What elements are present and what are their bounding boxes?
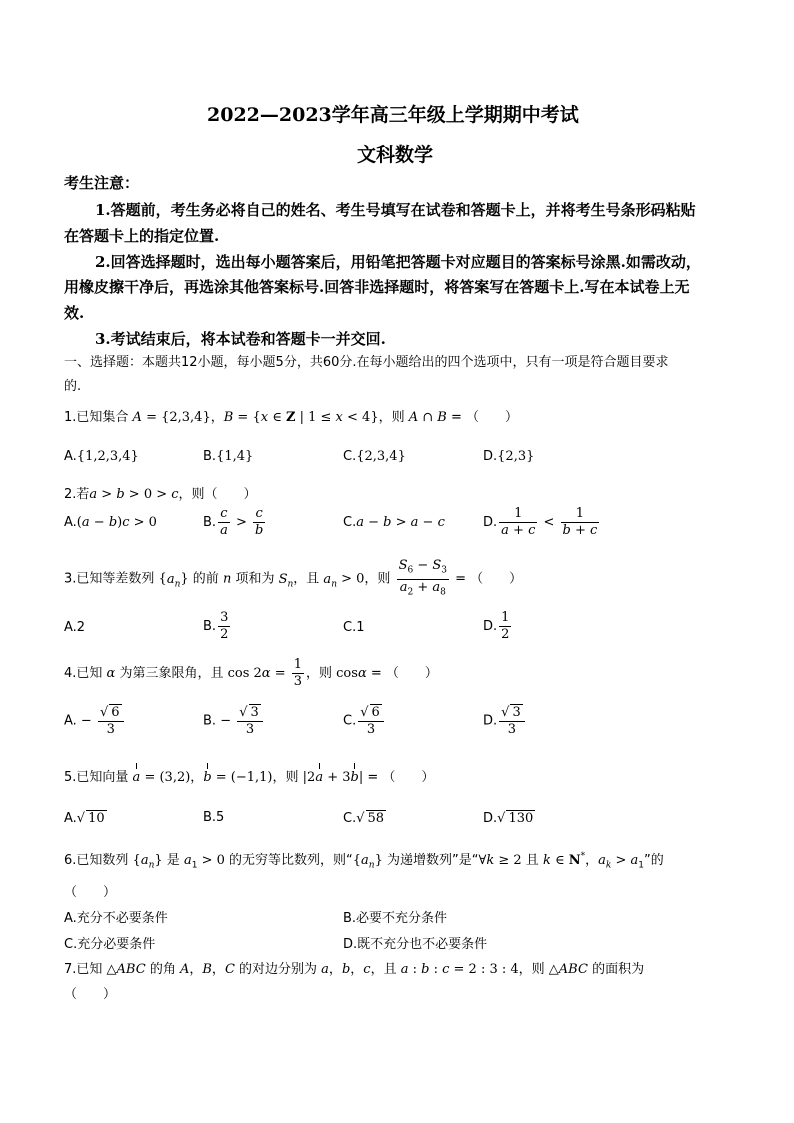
question-5-option-d: D.√ 130	[483, 811, 534, 826]
question-7-stem: 7.已知 △ABC 的角 A，B，C 的对边分别为 a，b，c，且 a : b : c = 2 : 3 : 4，则 △ABC 的面积为	[64, 962, 645, 977]
question-3-option-c: C.1	[343, 620, 365, 635]
question-6-stem: 6.已知数列 $\{a_n\}$ 是 $a_1 > 0$ 的无穷等比数列，则“$\{a_n\}$ 为递增数列”是“∀k ≥ 2 且 k ∈ N*，$a_k > a_1$”的	[64, 851, 664, 871]
question-4-option-b: B. − $\frac{√ 3}{3}$	[203, 704, 265, 738]
question-2-stem: 2.若a > b > 0 > c，则（ ）	[64, 487, 257, 502]
question-1-option-c: C.{2,3,4}	[343, 449, 406, 464]
question-5-stem: 5.已知向量 a = (3,2)，b = (−1,1)，则 |2a + 3b| = （ ）	[64, 770, 435, 785]
question-2-option-a: A.(a − b)c > 0	[64, 515, 157, 530]
notice-item-2c: 效.	[64, 304, 85, 322]
question-4-option-d: D. $\frac{√ 3}{3}$	[483, 704, 527, 738]
question-3-option-d: D. $\frac{1}{2}$	[483, 610, 510, 642]
notice-item-3: 3.考试结束后，将本试卷和答题卡一并交回.	[95, 330, 386, 348]
notice-heading: 考生注意：	[64, 174, 140, 192]
question-2-option-c: C.a − b > a − c	[343, 515, 445, 530]
question-6-option-c: C.充分必要条件	[64, 937, 156, 952]
question-5-option-b: B.5	[203, 810, 225, 825]
exam-title: 2022—2023学年高三年级上学期期中考试	[207, 104, 579, 126]
section-instruction: 一、选择题：本题共12小题，每小题5分，共60分.在每小题给出的四个选项中，只有一项是符合题目要求	[64, 355, 669, 370]
question-5-option-a: A.√ 10	[64, 811, 105, 826]
question-4-option-a: A. − $\frac{√ 6}{3}$	[64, 704, 126, 738]
question-4-stem: 4.已知 α 为第三象限角，且 cos 2α = $\frac{1}{3}$ ，则 cosα = （ ）	[64, 657, 438, 689]
question-2-option-b: B. $\frac{c}{a}$ > $\frac{c}{b}$	[203, 506, 264, 538]
notice-item-1b: 在答题卡上的指定位置.	[64, 227, 220, 245]
section-instruction-cont: 的.	[64, 379, 82, 394]
question-3-stem: 3.已知等差数列 $\{a_n\}$ 的前 n 项和为 $S_n$，且 $a_n > 0$，则 $\frac{S_6 - S_3}{a_2 + a_8}$ = （ ）	[64, 558, 523, 598]
question-7-paren: （ ）	[64, 987, 117, 1002]
question-5-option-c: C.√ 58	[343, 811, 385, 826]
question-1-stem: 1.已知集合 A = {2,3,4}，B = {x ∈ Z | 1 ≤ x < 4}，则 A ∩ B = （ ）	[64, 410, 519, 425]
question-1-option-b: B.{1,4}	[203, 449, 254, 464]
notice-item-2b: 用橡皮擦干净后，再选涂其他答案标号.回答非选择题时，将答案写在答题卡上.写在本试卷上无	[64, 278, 690, 296]
question-6-option-d: D.既不充分也不必要条件	[343, 937, 488, 952]
question-3-option-b: B. $\frac{3}{2}$	[203, 610, 229, 642]
question-1-option-d: D.{2,3}	[483, 449, 535, 464]
notice-item-1a: 1.答题前，考生务必将自己的姓名、考生号填写在试卷和答题卡上，并将考生号条形码粘贴	[95, 201, 696, 219]
question-6-option-b: B.必要不充分条件	[343, 911, 448, 926]
question-4-option-c: C. $\frac{√ 6}{3}$	[343, 704, 386, 738]
question-6-paren: （ ）	[64, 885, 117, 900]
question-1-option-a: A.{1,2,3,4}	[64, 449, 139, 464]
question-6-option-a: A.充分不必要条件	[64, 911, 168, 926]
notice-item-2a: 2.回答选择题时，选出每小题答案后，用铅笔把答题卡对应题目的答案标号涂黑.如需改动，	[95, 253, 701, 271]
question-3-option-a: A.2	[64, 620, 86, 635]
exam-subject: 文科数学	[357, 144, 434, 166]
question-2-option-d: D. $\frac{1}{a + c}$ < $\frac{1}{b + c}$	[483, 506, 598, 538]
